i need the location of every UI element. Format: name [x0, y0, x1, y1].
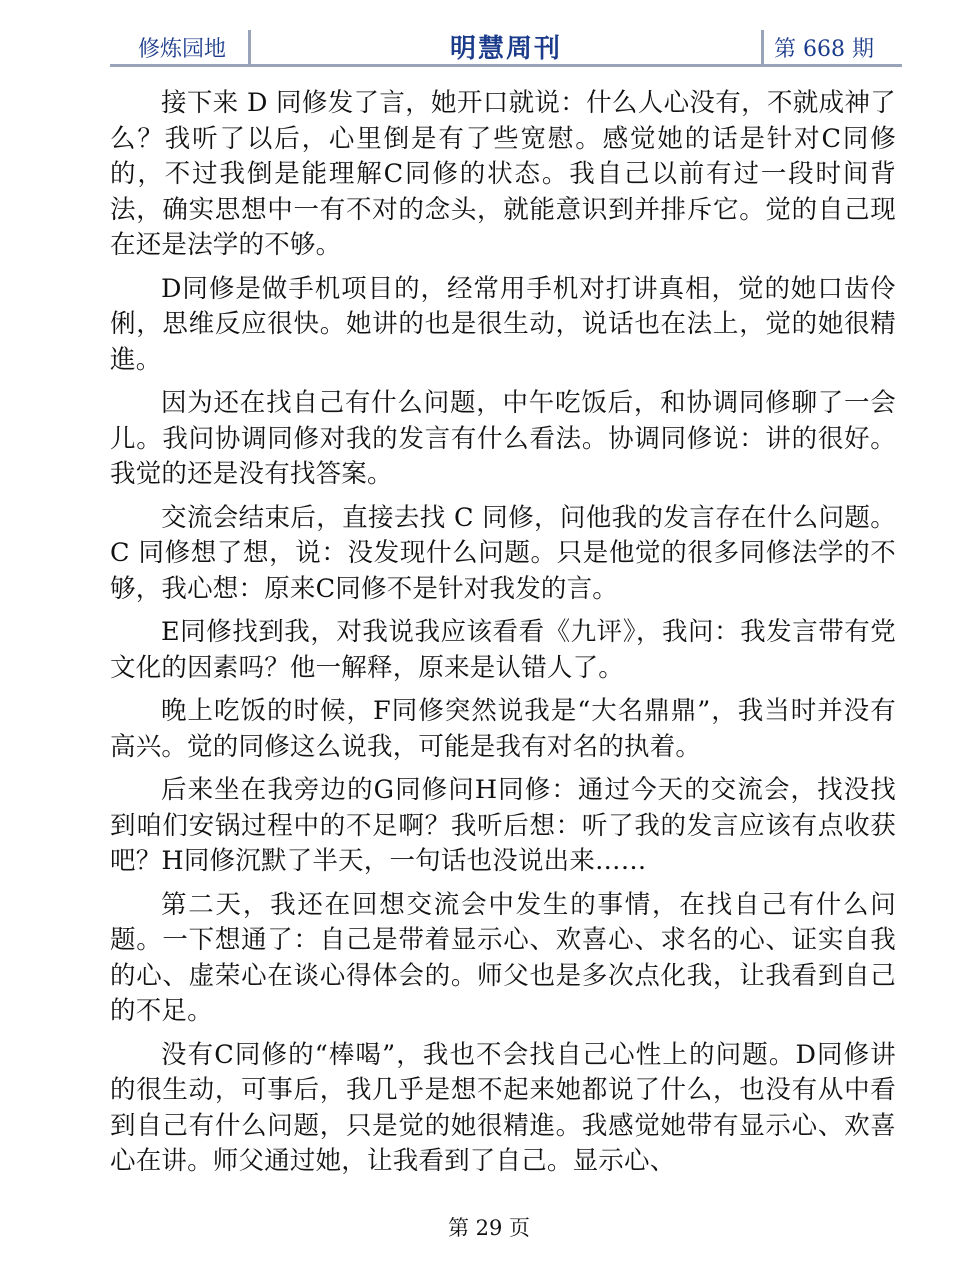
page-number: 第 29 页	[447, 1216, 531, 1240]
paragraph: 交流会结束后，直接去找 C 同修，问他我的发言存在什么问题。C 同修想了想，说：没发现什么问题。只是他觉的很多同修法学的不够，我心想：原来C同修不是针对我发的言。	[110, 502, 896, 604]
page-header	[110, 24, 902, 68]
header-divider-right	[761, 30, 764, 64]
article-body	[110, 86, 896, 1188]
publication-title: 明慧周刊	[449, 34, 562, 64]
paragraph: E同修找到我，对我说我应该看看《九评》，我问：我发言带有党文化的因素吗？他一解释，原来是认错人了。	[110, 617, 896, 683]
paragraph: 第二天，我还在回想交流会中发生的事情，在找自己有什么问题。一下想通了：自己是带着显示心、欢喜心、求名的心、证实自我的心、虚荣心在谈心得体会的。师父也是多次点化我，让我看到自己的不足。	[110, 889, 896, 1026]
paragraph: D同修是做手机项目的，经常用手机对打讲真相，觉的她口齿伶俐，思维反应很快。她讲的也是很生动，说话也在法上，觉的她很精進。	[110, 273, 896, 375]
paragraph: 后来坐在我旁边的G同修问H同修：通过今天的交流会，找没找到咱们安锅过程中的不足啊？我听后想：听了我的发言应该有点收获吧？H同修沉默了半天，一句话也没说出来……	[110, 775, 896, 876]
issue-number: 第 668 期	[774, 37, 874, 62]
paragraph: 因为还在找自己有什么问题，中午吃饭后，和协调同修聊了一会儿。我问协调同修对我的发言有什么看法。协调同修说：讲的很好。我觉的还是没有找答案。	[110, 388, 896, 489]
paragraph: 晚上吃饭的时候，F同修突然说我是“大名鼎鼎”，我当时并没有高兴。觉的同修这么说我，可能是我有对名的执着。	[110, 696, 896, 762]
paragraph: 接下来 D 同修发了言，她开口就说：什么人心没有，不就成神了么？我听了以后，心里倒是有了些宽慰。感觉她的话是针对C同修的，不过我倒是能理解C同修的状态。我自己以前有过一段时间背法，确实思想中一有不对的念头，就能意识到并排斥它。觉的自己现在还是法学的不够。	[110, 88, 896, 260]
header-rule	[110, 64, 902, 67]
section-title: 修炼园地	[138, 37, 227, 62]
paragraph: 没有C同修的“棒喝”，我也不会找自己心性上的问题。D同修讲的很生动，可事后，我几乎是想不起来她都说了什么，也没有从中看到自己有什么问题，只是觉的她很精進。我感觉她带有显示心、欢喜心在讲。师父通过她，让我看到了自己。显示心、	[110, 1039, 896, 1176]
